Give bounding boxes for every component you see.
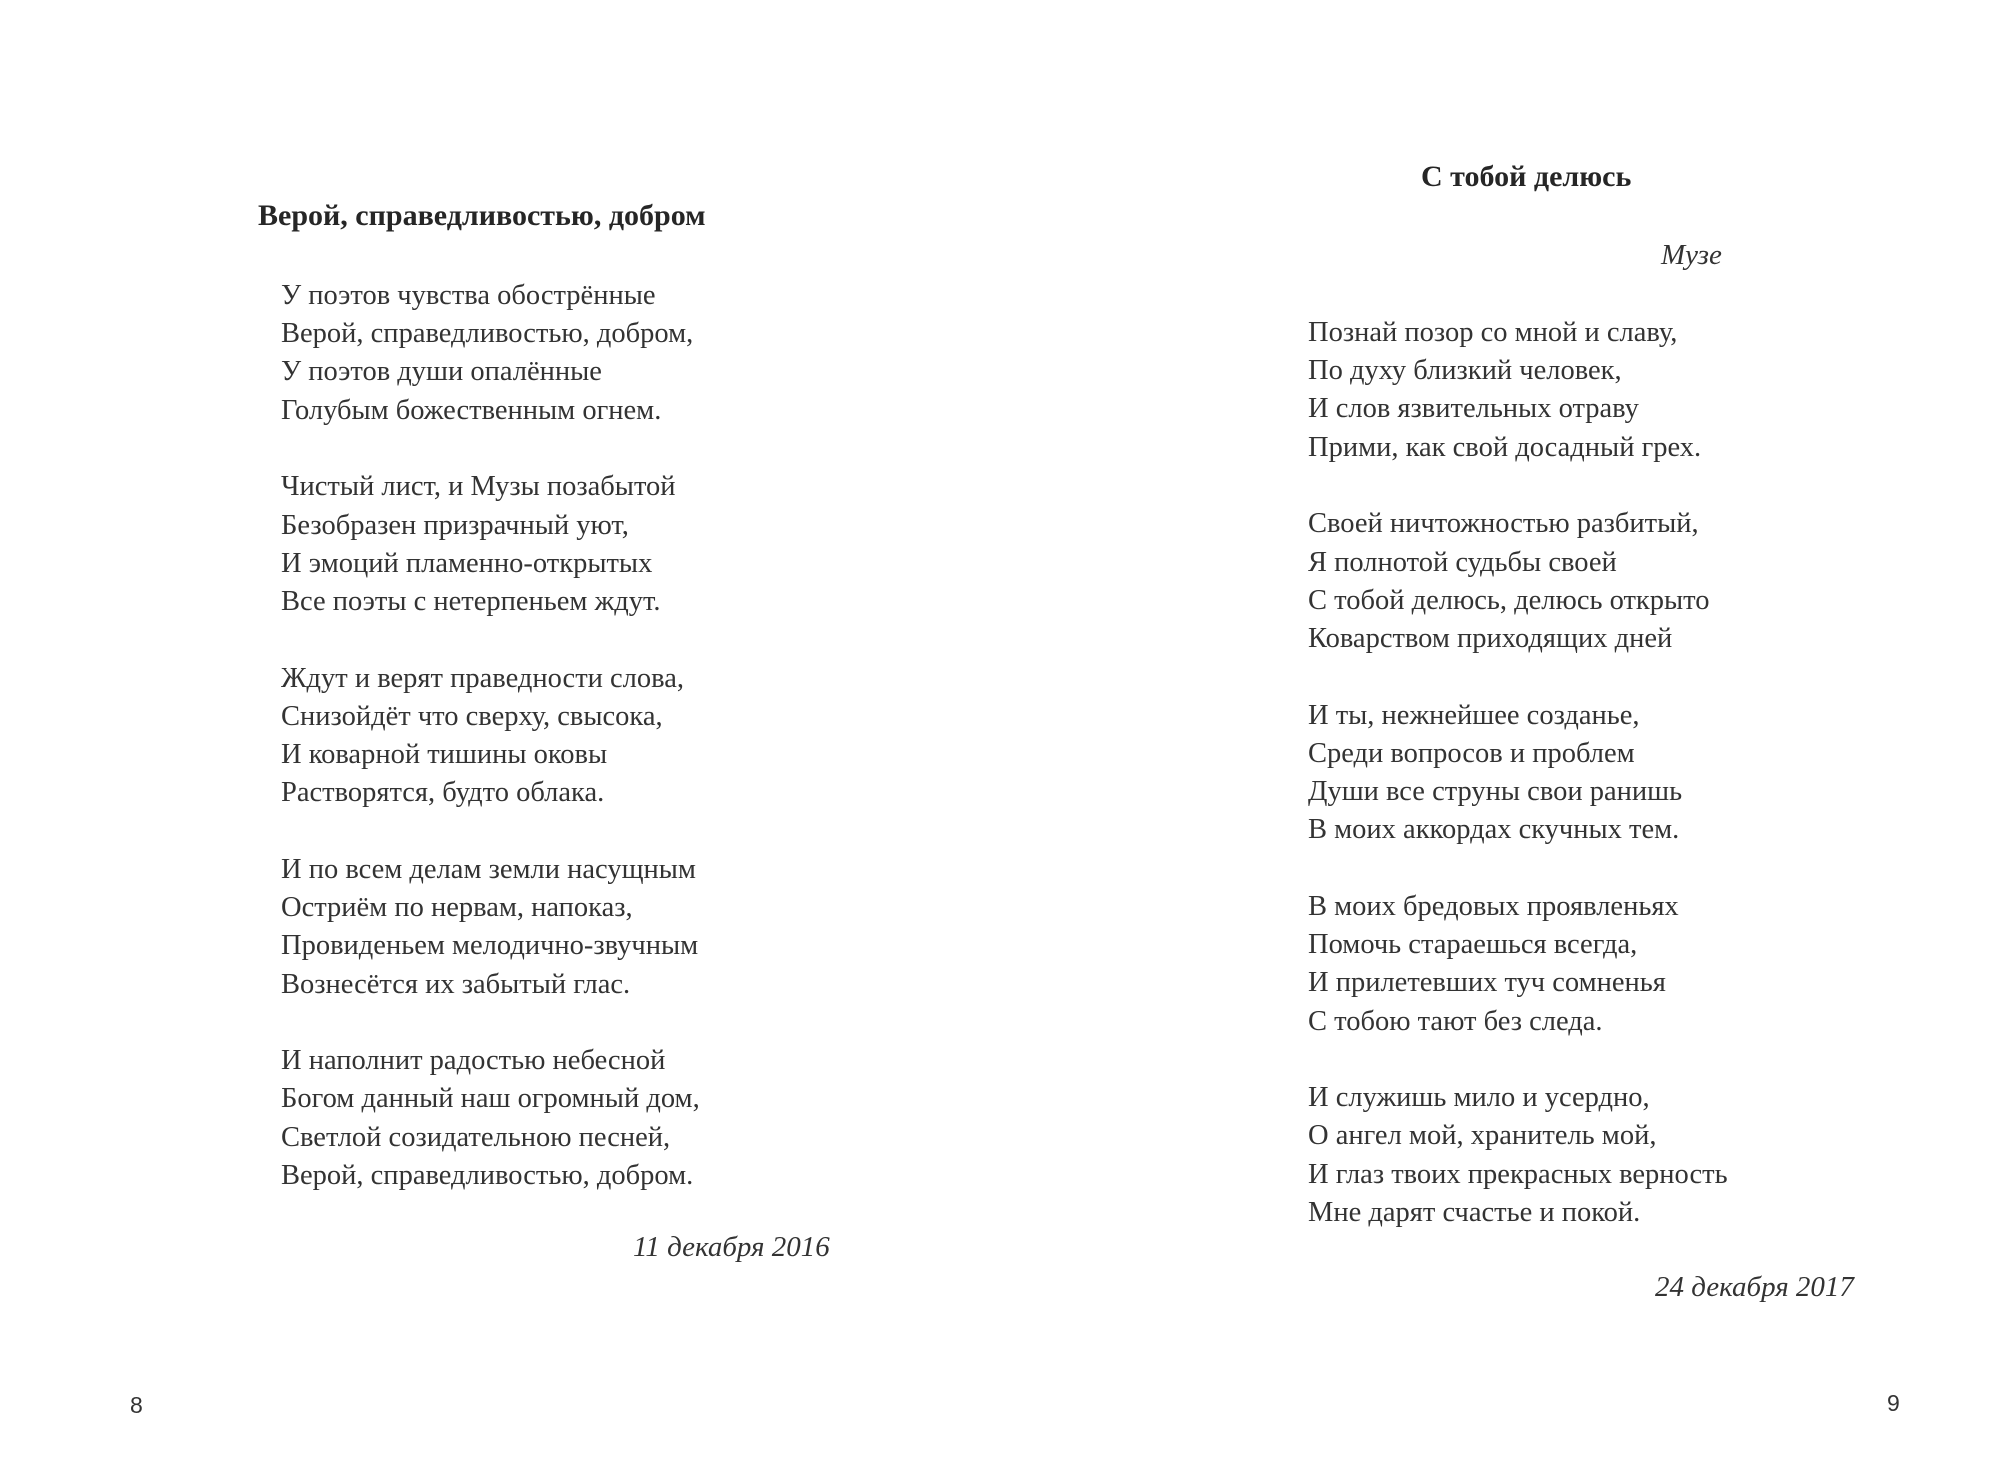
poem-line: По духу близкий человек, (1308, 355, 1622, 387)
poem-line: И наполнит радостью небесной (281, 1045, 666, 1077)
poem-line: Растворятся, будто облака. (281, 777, 605, 809)
poem-line: Ждут и верят праведности слова, (281, 662, 685, 694)
poem-line: Верой, справедливостью, добром. (281, 1159, 694, 1191)
page-number: 8 (130, 1392, 143, 1418)
poem-line: С тобою тают без следа. (1308, 1005, 1603, 1037)
poem-line: Коварством приходящих дней (1308, 622, 1673, 654)
stanza (1308, 314, 1728, 467)
stanza (1308, 697, 1728, 850)
poem-line: И эмоций пламенно-открытых (281, 547, 653, 579)
poem-line: У поэтов чувства обострённые (281, 280, 656, 311)
stanza (281, 660, 700, 813)
poem-line: И глаз твоих прекрасных верность (1308, 1158, 1728, 1190)
poem-line: Провиденьем мелодично-звучным (281, 930, 699, 962)
poem-line: Познай позор со мной и славу, (1308, 317, 1678, 348)
poem-line: Безобразен призрачный уют, (281, 509, 629, 541)
poem-line: Чистый лист, и Музы позабытой (281, 471, 676, 503)
poem-line: Снизойдёт что сверху, свысока, (281, 700, 663, 732)
stanza (281, 1042, 700, 1195)
poem-line: Светлой созидательною песней, (281, 1121, 671, 1153)
poem-line: Голубым божественным огнем. (281, 394, 662, 426)
poem-title: Верой, справедливостью, добром (258, 199, 706, 232)
poem-body (281, 277, 700, 1234)
stanza (1308, 505, 1728, 658)
poem-line: И слов язвительных отраву (1308, 393, 1639, 425)
stanza (281, 851, 700, 1004)
poem-line: С тобой делюсь, делюсь открыто (1308, 584, 1710, 616)
poem-line: И служишь мило и усердно, (1308, 1082, 1650, 1114)
poem-line: Мне дарят счастье и покой. (1308, 1196, 1641, 1228)
stanza (1308, 888, 1728, 1041)
poem-line: Прими, как свой досадный грех. (1308, 431, 1702, 463)
right-page (1000, 0, 2000, 1462)
poem-line: Души все струны свои ранишь (1308, 776, 1683, 808)
poem-line: Богом данный наш огромный дом, (281, 1083, 700, 1115)
poem-line: И прилетевших туч сомненья (1308, 967, 1666, 999)
poem-line: В моих бредовых проявленьях (1308, 890, 1679, 922)
poem-line: И ты, нежнейшее созданье, (1308, 699, 1640, 731)
poem-line: Помочь стараешься всегда, (1308, 929, 1638, 961)
page-number: 9 (1887, 1390, 1900, 1416)
poem-date: 24 декабря 2017 (1655, 1271, 1854, 1303)
poem-line: Я полнотой судьбы своей (1308, 546, 1617, 578)
poem-line: В моих аккордах скучных тем. (1308, 814, 1680, 846)
poem-line: Верой, справедливостью, добром, (281, 318, 694, 350)
poem-line: О ангел мой, хранитель мой, (1308, 1120, 1657, 1152)
poem-line: И коварной тишины оковы (281, 739, 608, 771)
poem-line: Своей ничтожностью разбитый, (1308, 508, 1699, 540)
poem-line: Остриём по нервам, напоказ, (281, 892, 633, 924)
stanza (281, 277, 700, 430)
poem-title: С тобой делюсь (1421, 160, 1632, 193)
poem-line: У поэтов души опалённые (281, 356, 602, 388)
poem-dedication: Музе (1661, 239, 1722, 271)
poem-line: И по всем делам земли насущным (281, 853, 696, 885)
poem-date: 11 декабря 2016 (633, 1231, 830, 1263)
stanza (281, 468, 700, 621)
poem-line: Среди вопросов и проблем (1308, 737, 1635, 769)
stanza (1308, 1079, 1728, 1232)
poem-line: Все поэты с нетерпеньем ждут. (281, 585, 661, 617)
poem-body (1308, 314, 1728, 1271)
poem-line: Вознесётся их забытый глас. (281, 968, 631, 1000)
